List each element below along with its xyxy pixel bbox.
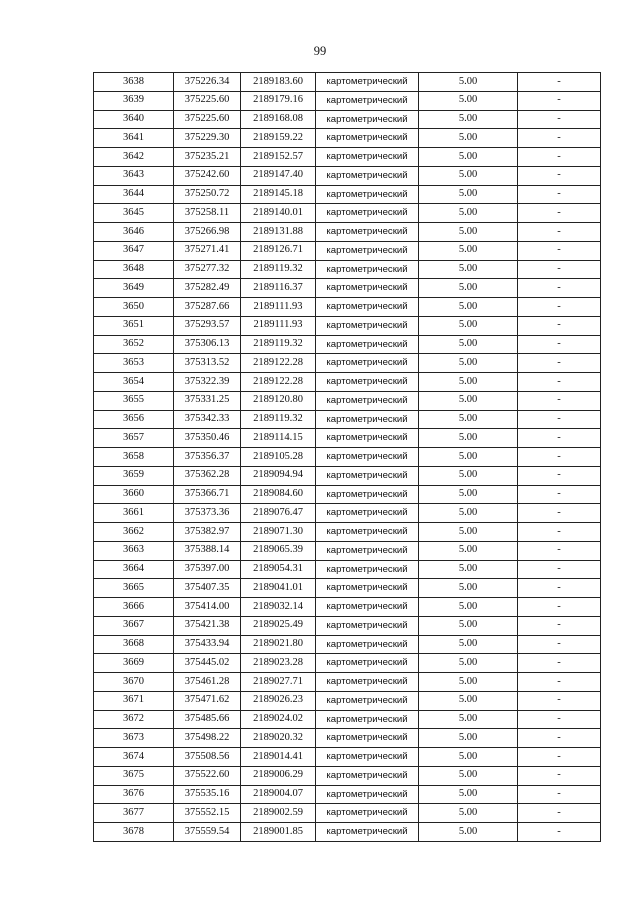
x-coordinate-cell: 375277.32 [174, 260, 241, 279]
precision-cell: 5.00 [419, 710, 518, 729]
x-coordinate-cell: 375508.56 [174, 748, 241, 767]
y-coordinate-cell: 2189140.01 [241, 204, 316, 223]
point-number-cell: 3678 [94, 823, 174, 842]
table-row [94, 560, 601, 579]
y-coordinate-cell: 2189024.02 [241, 710, 316, 729]
y-coordinate-cell: 2189145.18 [241, 185, 316, 204]
point-number-cell: 3665 [94, 579, 174, 598]
table-row [94, 429, 601, 448]
table-row [94, 804, 601, 823]
table-row [94, 223, 601, 242]
precision-cell: 5.00 [419, 804, 518, 823]
method-cell: картометрический [316, 335, 419, 354]
point-number-cell: 3666 [94, 598, 174, 617]
page-number: 99 [313, 44, 327, 58]
point-number-cell: 3677 [94, 804, 174, 823]
x-coordinate-cell: 375362.28 [174, 466, 241, 485]
point-number-cell: 3656 [94, 410, 174, 429]
point-number-cell: 3641 [94, 129, 174, 148]
method-cell: картометрический [316, 223, 419, 242]
y-coordinate-cell: 2189025.49 [241, 616, 316, 635]
method-cell: картометрический [316, 260, 419, 279]
precision-cell: 5.00 [419, 448, 518, 467]
y-coordinate-cell: 2189094.94 [241, 466, 316, 485]
table-row [94, 466, 601, 485]
table-row [94, 354, 601, 373]
method-cell: картометрический [316, 823, 419, 842]
description-cell: - [518, 91, 601, 110]
method-cell: картометрический [316, 560, 419, 579]
x-coordinate-cell: 375287.66 [174, 298, 241, 317]
method-cell: картометрический [316, 110, 419, 129]
table-row [94, 410, 601, 429]
description-cell: - [518, 598, 601, 617]
point-number-cell: 3647 [94, 241, 174, 260]
table-row [94, 260, 601, 279]
point-number-cell: 3649 [94, 279, 174, 298]
precision-cell: 5.00 [419, 673, 518, 692]
method-cell: картометрический [316, 541, 419, 560]
x-coordinate-cell: 375350.46 [174, 429, 241, 448]
method-cell: картометрический [316, 654, 419, 673]
description-cell: - [518, 298, 601, 317]
precision-cell: 5.00 [419, 335, 518, 354]
method-cell: картометрический [316, 729, 419, 748]
y-coordinate-cell: 2189111.93 [241, 298, 316, 317]
point-number-cell: 3653 [94, 354, 174, 373]
x-coordinate-cell: 375522.60 [174, 766, 241, 785]
method-cell: картометрический [316, 410, 419, 429]
description-cell: - [518, 279, 601, 298]
description-cell: - [518, 148, 601, 167]
x-coordinate-cell: 375258.11 [174, 204, 241, 223]
point-number-cell: 3676 [94, 785, 174, 804]
table-row [94, 448, 601, 467]
table-row [94, 523, 601, 542]
precision-cell: 5.00 [419, 598, 518, 617]
table-row [94, 204, 601, 223]
table-row [94, 110, 601, 129]
description-cell: - [518, 429, 601, 448]
precision-cell: 5.00 [419, 485, 518, 504]
table-row [94, 598, 601, 617]
description-cell: - [518, 260, 601, 279]
method-cell: картометрический [316, 391, 419, 410]
y-coordinate-cell: 2189168.08 [241, 110, 316, 129]
method-cell: картометрический [316, 373, 419, 392]
x-coordinate-cell: 375356.37 [174, 448, 241, 467]
precision-cell: 5.00 [419, 354, 518, 373]
description-cell: - [518, 316, 601, 335]
description-cell: - [518, 616, 601, 635]
description-cell: - [518, 635, 601, 654]
x-coordinate-cell: 375421.38 [174, 616, 241, 635]
y-coordinate-cell: 2189111.93 [241, 316, 316, 335]
description-cell: - [518, 373, 601, 392]
point-number-cell: 3639 [94, 91, 174, 110]
point-number-cell: 3661 [94, 504, 174, 523]
y-coordinate-cell: 2189021.80 [241, 635, 316, 654]
y-coordinate-cell: 2189006.29 [241, 766, 316, 785]
precision-cell: 5.00 [419, 748, 518, 767]
precision-cell: 5.00 [419, 785, 518, 804]
x-coordinate-cell: 375382.97 [174, 523, 241, 542]
precision-cell: 5.00 [419, 654, 518, 673]
y-coordinate-cell: 2189122.28 [241, 373, 316, 392]
description-cell: - [518, 410, 601, 429]
precision-cell: 5.00 [419, 410, 518, 429]
description-cell: - [518, 241, 601, 260]
precision-cell: 5.00 [419, 429, 518, 448]
y-coordinate-cell: 2189041.01 [241, 579, 316, 598]
description-cell: - [518, 166, 601, 185]
precision-cell: 5.00 [419, 635, 518, 654]
y-coordinate-cell: 2189105.28 [241, 448, 316, 467]
point-number-cell: 3645 [94, 204, 174, 223]
description-cell: - [518, 485, 601, 504]
table-row [94, 298, 601, 317]
description-cell: - [518, 391, 601, 410]
x-coordinate-cell: 375331.25 [174, 391, 241, 410]
point-number-cell: 3660 [94, 485, 174, 504]
table-row [94, 129, 601, 148]
description-cell: - [518, 691, 601, 710]
description-cell: - [518, 129, 601, 148]
y-coordinate-cell: 2189119.32 [241, 410, 316, 429]
y-coordinate-cell: 2189014.41 [241, 748, 316, 767]
y-coordinate-cell: 2189183.60 [241, 73, 316, 92]
table-row [94, 654, 601, 673]
y-coordinate-cell: 2189119.32 [241, 260, 316, 279]
description-cell: - [518, 110, 601, 129]
precision-cell: 5.00 [419, 766, 518, 785]
description-cell: - [518, 804, 601, 823]
point-number-cell: 3672 [94, 710, 174, 729]
table-row [94, 148, 601, 167]
point-number-cell: 3646 [94, 223, 174, 242]
x-coordinate-cell: 375445.02 [174, 654, 241, 673]
y-coordinate-cell: 2189071.30 [241, 523, 316, 542]
table-row [94, 635, 601, 654]
description-cell: - [518, 766, 601, 785]
description-cell: - [518, 785, 601, 804]
y-coordinate-cell: 2189084.60 [241, 485, 316, 504]
precision-cell: 5.00 [419, 579, 518, 598]
y-coordinate-cell: 2189116.37 [241, 279, 316, 298]
x-coordinate-cell: 375388.14 [174, 541, 241, 560]
x-coordinate-cell: 375225.60 [174, 110, 241, 129]
table-row [94, 691, 601, 710]
precision-cell: 5.00 [419, 241, 518, 260]
point-number-cell: 3659 [94, 466, 174, 485]
table-row [94, 316, 601, 335]
method-cell: картометрический [316, 279, 419, 298]
table-row [94, 373, 601, 392]
x-coordinate-cell: 375226.34 [174, 73, 241, 92]
y-coordinate-cell: 2189152.57 [241, 148, 316, 167]
table-row [94, 766, 601, 785]
precision-cell: 5.00 [419, 110, 518, 129]
x-coordinate-cell: 375229.30 [174, 129, 241, 148]
y-coordinate-cell: 2189023.28 [241, 654, 316, 673]
point-number-cell: 3651 [94, 316, 174, 335]
precision-cell: 5.00 [419, 185, 518, 204]
method-cell: картометрический [316, 673, 419, 692]
y-coordinate-cell: 2189131.88 [241, 223, 316, 242]
table-row [94, 185, 601, 204]
description-cell: - [518, 729, 601, 748]
method-cell: картометрический [316, 204, 419, 223]
x-coordinate-cell: 375366.71 [174, 485, 241, 504]
method-cell: картометрический [316, 466, 419, 485]
y-coordinate-cell: 2189054.31 [241, 560, 316, 579]
point-number-cell: 3669 [94, 654, 174, 673]
description-cell: - [518, 448, 601, 467]
x-coordinate-cell: 375293.57 [174, 316, 241, 335]
precision-cell: 5.00 [419, 373, 518, 392]
precision-cell: 5.00 [419, 148, 518, 167]
precision-cell: 5.00 [419, 91, 518, 110]
x-coordinate-cell: 375552.15 [174, 804, 241, 823]
y-coordinate-cell: 2189004.07 [241, 785, 316, 804]
x-coordinate-cell: 375306.13 [174, 335, 241, 354]
table-row [94, 748, 601, 767]
method-cell: картометрический [316, 185, 419, 204]
description-cell: - [518, 73, 601, 92]
point-number-cell: 3662 [94, 523, 174, 542]
description-cell: - [518, 823, 601, 842]
point-number-cell: 3655 [94, 391, 174, 410]
point-number-cell: 3674 [94, 748, 174, 767]
description-cell: - [518, 504, 601, 523]
precision-cell: 5.00 [419, 129, 518, 148]
y-coordinate-cell: 2189065.39 [241, 541, 316, 560]
y-coordinate-cell: 2189122.28 [241, 354, 316, 373]
table-row [94, 673, 601, 692]
x-coordinate-cell: 375498.22 [174, 729, 241, 748]
method-cell: картометрический [316, 598, 419, 617]
description-cell: - [518, 204, 601, 223]
description-cell: - [518, 523, 601, 542]
precision-cell: 5.00 [419, 691, 518, 710]
point-number-cell: 3670 [94, 673, 174, 692]
precision-cell: 5.00 [419, 466, 518, 485]
precision-cell: 5.00 [419, 316, 518, 335]
table-row [94, 616, 601, 635]
y-coordinate-cell: 2189001.85 [241, 823, 316, 842]
point-number-cell: 3644 [94, 185, 174, 204]
y-coordinate-cell: 2189179.16 [241, 91, 316, 110]
method-cell: картометрический [316, 710, 419, 729]
table-row [94, 73, 601, 92]
x-coordinate-cell: 375397.00 [174, 560, 241, 579]
precision-cell: 5.00 [419, 616, 518, 635]
x-coordinate-cell: 375414.00 [174, 598, 241, 617]
method-cell: картометрический [316, 241, 419, 260]
description-cell: - [518, 335, 601, 354]
point-number-cell: 3652 [94, 335, 174, 354]
point-number-cell: 3657 [94, 429, 174, 448]
description-cell: - [518, 185, 601, 204]
x-coordinate-cell: 375407.35 [174, 579, 241, 598]
method-cell: картометрический [316, 691, 419, 710]
x-coordinate-cell: 375271.41 [174, 241, 241, 260]
method-cell: картометрический [316, 429, 419, 448]
point-number-cell: 3640 [94, 110, 174, 129]
precision-cell: 5.00 [419, 223, 518, 242]
table-row [94, 579, 601, 598]
x-coordinate-cell: 375313.52 [174, 354, 241, 373]
y-coordinate-cell: 2189120.80 [241, 391, 316, 410]
x-coordinate-cell: 375322.39 [174, 373, 241, 392]
precision-cell: 5.00 [419, 260, 518, 279]
table-row [94, 785, 601, 804]
method-cell: картометрический [316, 166, 419, 185]
method-cell: картометрический [316, 298, 419, 317]
point-number-cell: 3648 [94, 260, 174, 279]
table-row [94, 241, 601, 260]
table-row [94, 391, 601, 410]
precision-cell: 5.00 [419, 298, 518, 317]
x-coordinate-cell: 375282.49 [174, 279, 241, 298]
description-cell: - [518, 466, 601, 485]
table-row [94, 823, 601, 842]
method-cell: картометрический [316, 635, 419, 654]
method-cell: картометрический [316, 448, 419, 467]
x-coordinate-cell: 375559.54 [174, 823, 241, 842]
point-number-cell: 3673 [94, 729, 174, 748]
description-cell: - [518, 223, 601, 242]
method-cell: картометрический [316, 785, 419, 804]
coordinates-table [93, 72, 601, 842]
precision-cell: 5.00 [419, 541, 518, 560]
x-coordinate-cell: 375461.28 [174, 673, 241, 692]
description-cell: - [518, 748, 601, 767]
y-coordinate-cell: 2189114.15 [241, 429, 316, 448]
table-row [94, 335, 601, 354]
precision-cell: 5.00 [419, 73, 518, 92]
method-cell: картометрический [316, 504, 419, 523]
description-cell: - [518, 560, 601, 579]
description-cell: - [518, 579, 601, 598]
point-number-cell: 3650 [94, 298, 174, 317]
x-coordinate-cell: 375485.66 [174, 710, 241, 729]
x-coordinate-cell: 375266.98 [174, 223, 241, 242]
y-coordinate-cell: 2189020.32 [241, 729, 316, 748]
y-coordinate-cell: 2189026.23 [241, 691, 316, 710]
method-cell: картометрический [316, 616, 419, 635]
x-coordinate-cell: 375250.72 [174, 185, 241, 204]
method-cell: картометрический [316, 485, 419, 504]
x-coordinate-cell: 375433.94 [174, 635, 241, 654]
precision-cell: 5.00 [419, 204, 518, 223]
x-coordinate-cell: 375535.16 [174, 785, 241, 804]
precision-cell: 5.00 [419, 391, 518, 410]
method-cell: картометрический [316, 316, 419, 335]
method-cell: картометрический [316, 129, 419, 148]
precision-cell: 5.00 [419, 504, 518, 523]
description-cell: - [518, 710, 601, 729]
description-cell: - [518, 541, 601, 560]
method-cell: картометрический [316, 148, 419, 167]
y-coordinate-cell: 2189119.32 [241, 335, 316, 354]
precision-cell: 5.00 [419, 823, 518, 842]
point-number-cell: 3668 [94, 635, 174, 654]
table-row [94, 729, 601, 748]
method-cell: картометрический [316, 91, 419, 110]
x-coordinate-cell: 375373.36 [174, 504, 241, 523]
point-number-cell: 3638 [94, 73, 174, 92]
point-number-cell: 3654 [94, 373, 174, 392]
point-number-cell: 3675 [94, 766, 174, 785]
x-coordinate-cell: 375225.60 [174, 91, 241, 110]
precision-cell: 5.00 [419, 729, 518, 748]
y-coordinate-cell: 2189027.71 [241, 673, 316, 692]
method-cell: картометрический [316, 766, 419, 785]
y-coordinate-cell: 2189147.40 [241, 166, 316, 185]
method-cell: картометрический [316, 579, 419, 598]
table-row [94, 279, 601, 298]
description-cell: - [518, 354, 601, 373]
x-coordinate-cell: 375471.62 [174, 691, 241, 710]
point-number-cell: 3667 [94, 616, 174, 635]
x-coordinate-cell: 375242.60 [174, 166, 241, 185]
description-cell: - [518, 673, 601, 692]
table-body [94, 73, 601, 842]
y-coordinate-cell: 2189076.47 [241, 504, 316, 523]
table-row [94, 91, 601, 110]
precision-cell: 5.00 [419, 560, 518, 579]
method-cell: картометрический [316, 354, 419, 373]
point-number-cell: 3671 [94, 691, 174, 710]
y-coordinate-cell: 2189002.59 [241, 804, 316, 823]
point-number-cell: 3643 [94, 166, 174, 185]
y-coordinate-cell: 2189126.71 [241, 241, 316, 260]
table-row [94, 485, 601, 504]
table-row [94, 541, 601, 560]
method-cell: картометрический [316, 523, 419, 542]
precision-cell: 5.00 [419, 166, 518, 185]
point-number-cell: 3663 [94, 541, 174, 560]
precision-cell: 5.00 [419, 523, 518, 542]
table-row [94, 166, 601, 185]
point-number-cell: 3664 [94, 560, 174, 579]
precision-cell: 5.00 [419, 279, 518, 298]
y-coordinate-cell: 2189032.14 [241, 598, 316, 617]
x-coordinate-cell: 375342.33 [174, 410, 241, 429]
y-coordinate-cell: 2189159.22 [241, 129, 316, 148]
x-coordinate-cell: 375235.21 [174, 148, 241, 167]
point-number-cell: 3658 [94, 448, 174, 467]
table-row [94, 504, 601, 523]
table-row [94, 710, 601, 729]
point-number-cell: 3642 [94, 148, 174, 167]
method-cell: картометрический [316, 748, 419, 767]
method-cell: картометрический [316, 804, 419, 823]
method-cell: картометрический [316, 73, 419, 92]
description-cell: - [518, 654, 601, 673]
